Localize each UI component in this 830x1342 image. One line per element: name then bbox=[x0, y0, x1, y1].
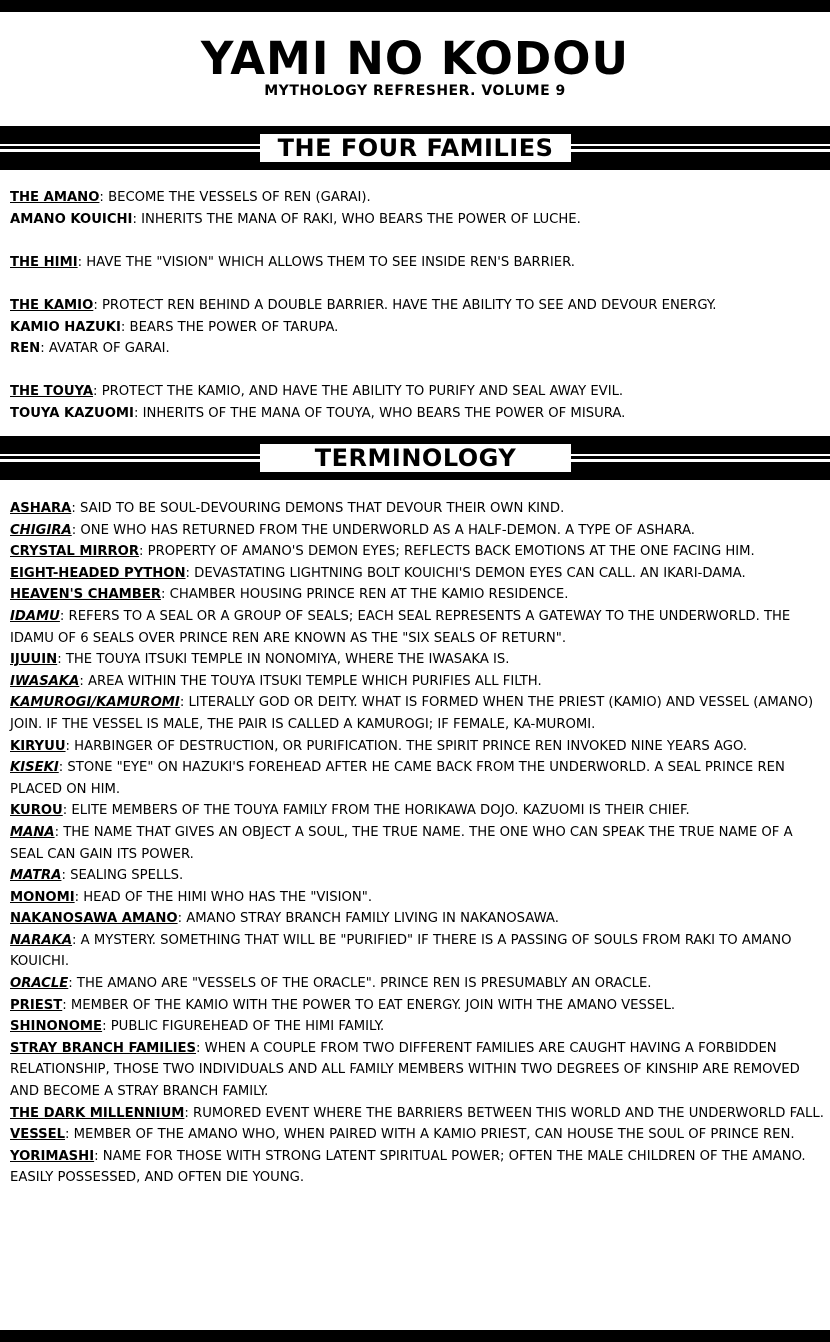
term-name: THE DARK MILLENNIUM bbox=[10, 1105, 185, 1121]
top-border bbox=[0, 0, 830, 12]
term-name: KISEKI bbox=[10, 760, 59, 776]
family-line bbox=[10, 187, 825, 209]
bottom-border bbox=[0, 1330, 830, 1342]
family-line bbox=[10, 295, 825, 317]
term-name: STRAY BRANCH FAMILIES bbox=[10, 1040, 197, 1056]
family-sep: : bbox=[93, 297, 98, 313]
term-entry bbox=[10, 973, 825, 995]
family-sep: : bbox=[77, 254, 83, 270]
term-entry bbox=[10, 1146, 825, 1189]
term-definition: : SAID TO BE SOUL-DEVOURING DEMONS THAT DEVOUR THEIR OWN KIND. bbox=[71, 501, 565, 516]
family-term: TOUYA KAZUOMI bbox=[10, 405, 134, 421]
term-name: KIRYUU bbox=[10, 738, 66, 754]
family-text: HAVE THE "VISION" WHICH ALLOWS THEM TO SEE INSIDE REN'S BARRIER. bbox=[82, 254, 575, 270]
term-name: IDAMU bbox=[10, 608, 60, 624]
family-line bbox=[10, 209, 825, 231]
family-sep: : bbox=[99, 190, 104, 205]
terminology-section bbox=[10, 498, 825, 1189]
term-name: EIGHT-HEADED PYTHON bbox=[10, 565, 186, 581]
family-sep: : bbox=[120, 319, 126, 335]
term-entry bbox=[10, 498, 825, 520]
family-line bbox=[10, 381, 825, 403]
term-name: PRIEST bbox=[10, 997, 63, 1013]
term-entry bbox=[10, 584, 825, 606]
family-term: THE HIMI bbox=[10, 254, 78, 270]
family-term: KAMIO HAZUKI bbox=[10, 319, 121, 335]
term-name: KAMUROGI/KAMUROMI bbox=[10, 695, 180, 711]
term-definition: : THE AMANO ARE "VESSELS OF THE ORACLE". PRINCE REN IS PRESUMABLY AN ORACLE. bbox=[68, 976, 652, 992]
family-text: INHERITS THE MANA OF RAKI, WHO BEARS THE POWER OF LUCHE. bbox=[136, 211, 581, 227]
term-entry bbox=[10, 1016, 825, 1038]
term-entry bbox=[10, 692, 825, 735]
families-heading: THE FOUR FAMILIES bbox=[260, 134, 571, 162]
term-name: MATRA bbox=[10, 868, 62, 884]
term-entry bbox=[10, 887, 825, 909]
term-name: NARAKA bbox=[10, 932, 73, 948]
term-name: YORIMASHI bbox=[10, 1148, 95, 1164]
term-definition: : AREA WITHIN THE TOUYA ITSUKI TEMPLE WHICH PURIFIES ALL FILTH. bbox=[79, 673, 542, 689]
term-entry bbox=[10, 1038, 825, 1103]
term-name: MANA bbox=[10, 824, 55, 840]
term-name: ASHARA bbox=[10, 501, 72, 516]
term-name: CRYSTAL MIRROR bbox=[10, 544, 140, 560]
term-definition: : THE TOUYA ITSUKI TEMPLE IN NONOMIYA, WHERE THE IWASAKA IS. bbox=[57, 652, 510, 668]
family-sep: : bbox=[93, 384, 98, 400]
families-section bbox=[10, 187, 825, 425]
term-definition: : PUBLIC FIGUREHEAD OF THE HIMI FAMILY. bbox=[102, 1019, 385, 1035]
term-definition: : RUMORED EVENT WHERE THE BARRIERS BETWEEN THIS WORLD AND THE UNDERWORLD FALL. bbox=[184, 1105, 824, 1121]
term-definition: : A MYSTERY. SOMETHING THAT WILL BE "PURIFIED" IF THERE IS A PASSING OF SOULS FROM RAKI TO AMANO KOUICHI. bbox=[10, 932, 792, 970]
term-name: SHINONOME bbox=[10, 1019, 103, 1035]
family-text: INHERITS OF THE MANA OF TOUYA, WHO BEARS THE POWER OF MISURA. bbox=[138, 405, 626, 421]
family-sep: : bbox=[133, 405, 139, 421]
term-entry bbox=[10, 563, 825, 585]
term-definition: : THE NAME THAT GIVES AN OBJECT A SOUL, THE TRUE NAME. THE ONE WHO CAN SPEAK THE TRUE NAME OF A SEAL CAN GAIN ITS POWER. bbox=[10, 824, 793, 862]
term-definition: : CHAMBER HOUSING PRINCE REN AT THE KAMIO RESIDENCE. bbox=[161, 587, 569, 603]
term-definition: : NAME FOR THOSE WITH STRONG LATENT SPIRITUAL POWER; OFTEN THE MALE CHILDREN OF THE AMANO. EASILY POSSESSED, AND OFTEN DIE YOUNG. bbox=[10, 1148, 806, 1186]
term-name: ORACLE bbox=[10, 976, 69, 992]
term-definition: : ELITE MEMBERS OF THE TOUYA FAMILY FROM THE HORIKAWA DOJO. KAZUOMI IS THEIR CHIEF. bbox=[62, 803, 690, 819]
term-name: MONOMI bbox=[10, 889, 75, 905]
term-entry bbox=[10, 930, 825, 973]
family-term: AMANO KOUICHI bbox=[10, 211, 133, 227]
term-definition: : MEMBER OF THE KAMIO WITH THE POWER TO EAT ENERGY. JOIN WITH THE AMANO VESSEL. bbox=[62, 997, 676, 1013]
term-definition: : LITERALLY GOD OR DEITY. WHAT IS FORMED WHEN THE PRIEST (KAMIO) AND VESSEL (AMANO) JOIN. IF THE VESSEL IS MALE, THE PAIR IS CALLED A KAMUROGI; IF FEMALE, KA-MUROMI. bbox=[10, 695, 814, 732]
term-entry bbox=[10, 649, 825, 671]
family-line bbox=[10, 338, 825, 360]
term-definition: : MEMBER OF THE AMANO WHO, WHEN PAIRED WITH A KAMIO PRIEST, CAN HOUSE THE SOUL OF PRINCE REN. bbox=[65, 1127, 795, 1143]
family-text: BEARS THE POWER OF TARUPA. bbox=[125, 319, 339, 335]
family-sep: : bbox=[40, 341, 45, 357]
term-entry bbox=[10, 822, 825, 865]
term-definition: : HARBINGER OF DESTRUCTION, OR PURIFICATION. THE SPIRIT PRINCE REN INVOKED NINE YEARS AGO. bbox=[65, 738, 748, 754]
family-text: PROTECT THE KAMIO, AND HAVE THE ABILITY TO PURIFY AND SEAL AWAY EVIL. bbox=[97, 384, 624, 400]
term-entry bbox=[10, 908, 825, 930]
family-text: PROTECT REN BEHIND A DOUBLE BARRIER. HAVE THE ABILITY TO SEE AND DEVOUR ENERGY. bbox=[97, 297, 717, 313]
term-name: KUROU bbox=[10, 803, 63, 819]
family-line bbox=[10, 252, 825, 274]
term-entry bbox=[10, 606, 825, 649]
term-entry bbox=[10, 736, 825, 758]
term-definition: : STONE "EYE" ON HAZUKI'S FOREHEAD AFTER HE CAME BACK FROM THE UNDERWORLD. A SEAL PRINCE REN PLACED ON HIM. bbox=[10, 760, 785, 797]
term-entry bbox=[10, 757, 825, 800]
term-definition: : SEALING SPELLS. bbox=[61, 868, 184, 884]
term-name: HEAVEN'S CHAMBER bbox=[10, 587, 161, 603]
term-definition: : AMANO STRAY BRANCH FAMILY LIVING IN NAKANOSAWA. bbox=[177, 911, 559, 927]
term-name: IJUUIN bbox=[10, 652, 58, 668]
term-entry bbox=[10, 1103, 825, 1125]
term-definition: : PROPERTY OF AMANO'S DEMON EYES; REFLECTS BACK EMOTIONS AT THE ONE FACING HIM. bbox=[139, 544, 755, 560]
family-term: REN bbox=[10, 341, 41, 357]
family-text: BECOME THE VESSELS OF REN (GARAI). bbox=[103, 190, 371, 205]
family-line bbox=[10, 403, 825, 425]
term-entry bbox=[10, 1124, 825, 1146]
family-term: THE AMANO bbox=[10, 190, 100, 205]
page-subtitle: MYTHOLOGY REFRESHER. VOLUME 9 bbox=[264, 83, 566, 99]
terminology-banner bbox=[0, 436, 830, 480]
term-entry bbox=[10, 995, 825, 1017]
family-term: THE TOUYA bbox=[10, 384, 94, 400]
family-sep: : bbox=[132, 211, 137, 227]
family-text: AVATAR OF GARAI. bbox=[44, 341, 170, 357]
term-definition: : HEAD OF THE HIMI WHO HAS THE "VISION". bbox=[74, 889, 373, 905]
term-definition: : WHEN A COUPLE FROM TWO DIFFERENT FAMILIES ARE CAUGHT HAVING A FORBIDDEN RELATIONSHIP, THOSE TWO INDIVIDUALS AND ALL FAMILY MEMBERS WITHIN TWO DEGREES OF KINSHIP ARE REMOVED AND BECOME A STRAY BRANCH FAMILY. bbox=[10, 1040, 800, 1100]
term-entry bbox=[10, 800, 825, 822]
term-entry bbox=[10, 520, 825, 542]
term-definition: : ONE WHO HAS RETURNED FROM THE UNDERWORLD AS A HALF-DEMON. A TYPE OF ASHARA. bbox=[71, 522, 695, 538]
term-name: CHIGIRA bbox=[10, 522, 72, 538]
term-name: VESSEL bbox=[10, 1127, 66, 1143]
term-name: IWASAKA bbox=[10, 673, 80, 689]
page-title: YAMI NO KODOU bbox=[200, 32, 630, 85]
term-definition: : DEVASTATING LIGHTNING BOLT KOUICHI'S DEMON EYES CAN CALL. AN IKARI-DAMA. bbox=[185, 565, 746, 581]
families-banner bbox=[0, 126, 830, 170]
family-term: THE KAMIO bbox=[10, 297, 94, 313]
terminology-heading: TERMINOLOGY bbox=[260, 444, 571, 472]
family-line bbox=[10, 317, 825, 339]
term-definition: : REFERS TO A SEAL OR A GROUP OF SEALS; EACH SEAL REPRESENTS A GATEWAY TO THE UNDERWORLD. THE IDAMU OF 6 SEALS OVER PRINCE REN ARE KNOWN AS THE "SIX SEALS OF RETURN". bbox=[10, 608, 791, 646]
term-entry bbox=[10, 865, 825, 887]
term-entry bbox=[10, 541, 825, 563]
term-name: NAKANOSAWA AMANO bbox=[10, 911, 178, 927]
term-entry bbox=[10, 671, 825, 693]
